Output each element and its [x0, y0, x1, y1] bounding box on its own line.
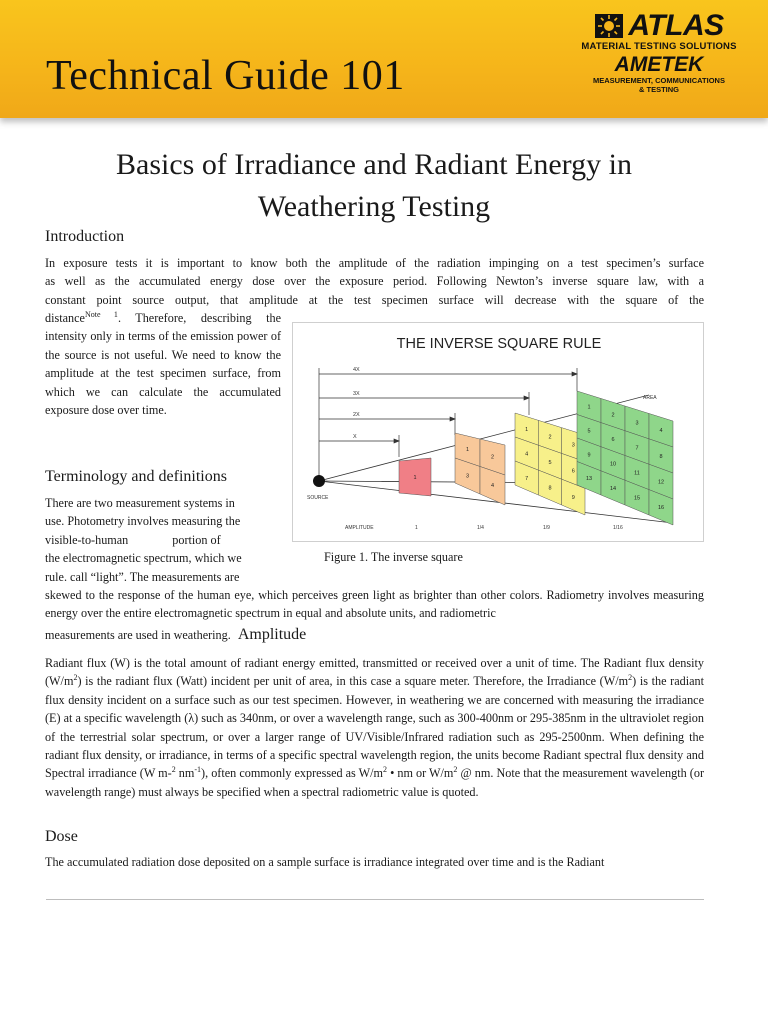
terminology-line-3a: visible-to-human [45, 532, 129, 547]
distance-label-x: X [353, 434, 357, 440]
distance-label-2x: 2X [353, 412, 360, 418]
heading-introduction: Introduction [45, 228, 125, 245]
terminology-line-1: There are two measurement systems in [45, 496, 235, 510]
panel-4-number-15: 15 [633, 495, 641, 502]
intro-line-4 [45, 309, 281, 327]
intro-line-3: constant point source output, that amplitude at the test specimen surface will decrease with the square of the [45, 292, 704, 307]
dose-paragraph: The accumulated radiation dose deposited on a sample surface is irradiance integrated over time and is the Radiant [45, 855, 605, 869]
panel-4-number-1: 1 [587, 404, 591, 411]
amplitude-value-1-4: 1/4 [477, 525, 484, 531]
area-panels [399, 391, 673, 525]
amplitude-value-1: 1 [415, 525, 418, 531]
panel-3-number-8: 8 [548, 485, 552, 492]
footer-divider [46, 899, 704, 900]
panel-4-number-14: 14 [609, 485, 617, 492]
terminology-last-line [45, 626, 704, 644]
ametek-wordmark: AMETEK [614, 53, 704, 76]
amplitude-label: AMPLITUDE [345, 525, 374, 531]
panel-4-number-16: 16 [657, 505, 665, 512]
panel-1-number-1: 1 [413, 475, 417, 481]
amplitude-value-1-9: 1/9 [543, 525, 550, 531]
panel-4-number-2: 2 [611, 412, 615, 419]
guide-title: Technical Guide 101 [46, 53, 405, 99]
terminology-paragraph-wrap [45, 494, 275, 586]
document-title-line-2: Weathering Testing [257, 190, 491, 223]
panel-3-number-4: 4 [525, 451, 529, 458]
panel-4-number-6: 6 [611, 436, 615, 443]
heading-amplitude: Amplitude [237, 626, 307, 643]
panel-4-number-11: 11 [634, 470, 640, 477]
intro-paragraph-full [45, 254, 704, 309]
panel-2-number-2: 2 [490, 454, 495, 461]
atlas-wordmark: ATLAS [628, 9, 724, 42]
terminology-last: measurements are used in weathering. [45, 628, 231, 642]
intro-line-4-start: distance [45, 311, 85, 325]
panel-3-number-9: 9 [571, 494, 575, 501]
panel-4-number-12: 12 [657, 479, 665, 486]
page-header [0, 0, 768, 118]
source-label: SOURCE [307, 495, 329, 501]
atlas-logo [568, 9, 750, 42]
panel-4-number-4: 4 [659, 428, 663, 435]
panel-3-number-5: 5 [548, 460, 552, 466]
ametek-tagline-2: & TESTING [638, 85, 679, 94]
sun-icon [594, 13, 624, 39]
figure-caption: Figure 1. The inverse square [324, 550, 463, 564]
panel-3-number-1: 1 [525, 426, 529, 433]
intro-line-1: In exposure tests it is important to know both the amplitude of the radiation impinging on a test specimen’s surface [45, 256, 704, 270]
panel-4-number-9: 9 [587, 452, 591, 459]
terminology-line-2: use. Photometry involves measuring the [45, 514, 241, 529]
panel-2-number-1: 1 [465, 447, 470, 454]
heading-terminology: Terminology and definitions [45, 468, 227, 485]
terminology-line-4: the electromagnetic spectrum, which we [45, 551, 242, 566]
figure-inverse-square [292, 322, 704, 542]
document-title [40, 144, 708, 228]
panel-3-number-2: 2 [548, 434, 552, 441]
terminology-paragraph-cont: skewed to the response of the human eye, which perceives green light as brighter than other colors. Radiometry involves measuring energy over the entire electromagnetic spectrum in equal and absolute units, and radiometric [45, 588, 704, 621]
distance-label-3x: 3X [353, 391, 360, 397]
intro-rest: intensity only in terms of the emission power of the source is not useful. We need to know the amplitude at the test specimen surface, from which we can calculate the accumulated exposure dose over time. [45, 329, 281, 418]
document-title-line-1: Basics of Irradiance and Radiant Energy in [116, 148, 632, 181]
terminology-line-3 [45, 531, 275, 549]
intro-line-4-end: . Therefore, describing the [117, 311, 281, 325]
amplitude-paragraph: Radiant flux (W) is the total amount of radiant energy emitted, transmitted or received over a unit of time. The Radiant flux density $(W/m^2)$ is the radiant flux (Watt) incident per unit of area, in this case a square meter. Therefore, the Irradiance $(W/m^2)$ is the radiant flux density incident on a surface such as our test specimen. However, in weathering we are concerned with measuring the irradiance (E) at a specific wavelength (λ) such as 340nm, or over a wavelength range, such as 300-400nm or 295-385nm in the ultraviolet region of the terrestrial solar spectrum, or over a larger range of UV/Visible/Infrared radiation such as 295-2500nm. When defining the radiant flux density, or irradiance, in terms of a specific spectral wavelength region, the units become Radiant spectral flux density and Spectral irradiance (W m-$^2$ $nm^{-1}$), often commonly expressed as $W/m^2$ • nm or $W/m^2$ @ nm. Note that the measurement wavelength (or wavelength range) must always be specified when a spectral radiometric value is quoted. [45, 656, 704, 799]
panel-2-number-4: 4 [490, 483, 495, 490]
intro-paragraph-wrap [45, 309, 281, 419]
figure-title: THE INVERSE SQUARE RULE [396, 336, 602, 352]
ametek-tagline-1: MEASUREMENT, COMMUNICATIONS [593, 76, 725, 85]
panel-3-number-7: 7 [525, 475, 529, 482]
inverse-square-diagram [293, 323, 703, 541]
terminology-line-5: rule. call “light”. The measurements are [45, 569, 240, 584]
point-source [313, 475, 325, 487]
heading-dose: Dose [45, 828, 78, 845]
panel-4-number-8: 8 [659, 453, 663, 460]
panel-4-number-7: 7 [635, 445, 639, 452]
intro-line-2: as well as the accumulated energy dose over the exposure period. Following Newton’s inverse square law, with a [45, 274, 704, 289]
distance-label-4x: 4X [353, 367, 360, 373]
terminology-line-3b: portion of [172, 532, 221, 547]
atlas-tagline: MATERIAL TESTING SOLUTIONS [581, 41, 737, 52]
panel-4-number-3: 3 [635, 420, 639, 427]
note-reference: Note 1 [84, 309, 118, 319]
panel-3-number-6: 6 [571, 468, 575, 475]
panel-4-number-10: 10 [609, 461, 617, 468]
area-label: AREA [643, 395, 657, 401]
panel-4-number-13: 13 [585, 476, 593, 483]
amplitude-value-1-16: 1/16 [613, 525, 623, 531]
atlas-ametek-logo [568, 9, 750, 94]
panel-2-number-3: 3 [465, 473, 470, 480]
panel-3-number-3: 3 [571, 442, 575, 449]
panel-4-number-5: 5 [587, 428, 591, 435]
